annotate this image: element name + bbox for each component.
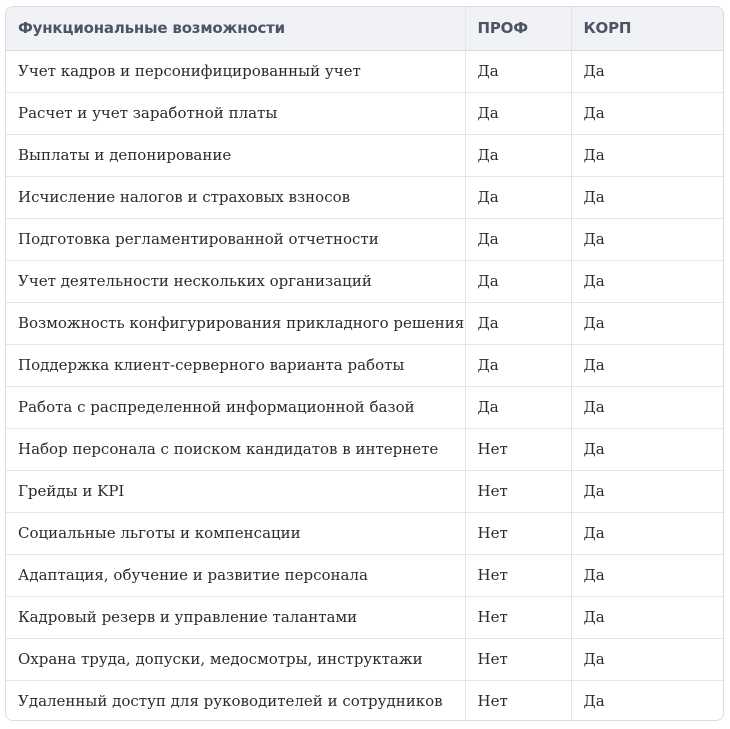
- feature-cell: Выплаты и депонирование: [6, 134, 465, 176]
- corp-cell: Да: [571, 134, 723, 176]
- feature-cell: Учет деятельности нескольких организаций: [6, 260, 465, 302]
- feature-cell: Удаленный доступ для руководителей и сотрудников: [6, 680, 465, 721]
- prof-cell: Нет: [465, 554, 571, 596]
- prof-cell: Да: [465, 134, 571, 176]
- table-row: [6, 50, 723, 92]
- table-header: [6, 7, 723, 50]
- table-row: [6, 638, 723, 680]
- table-row: [6, 596, 723, 638]
- feature-cell: Социальные льготы и компенсации: [6, 512, 465, 554]
- prof-cell: Да: [465, 302, 571, 344]
- feature-comparison-table-container: [5, 6, 724, 721]
- corp-cell: Да: [571, 50, 723, 92]
- prof-cell: Нет: [465, 638, 571, 680]
- corp-cell: Да: [571, 176, 723, 218]
- prof-cell: Нет: [465, 680, 571, 721]
- header-prof: ПРОФ: [465, 7, 571, 50]
- corp-cell: Да: [571, 260, 723, 302]
- table-row: [6, 680, 723, 721]
- feature-cell: Подготовка регламентированной отчетности: [6, 218, 465, 260]
- corp-cell: Да: [571, 92, 723, 134]
- feature-cell: Адаптация, обучение и развитие персонала: [6, 554, 465, 596]
- table-row: [6, 260, 723, 302]
- table-row: [6, 512, 723, 554]
- feature-cell: Кадровый резерв и управление талантами: [6, 596, 465, 638]
- feature-cell: Возможность конфигурирования прикладного решения: [6, 302, 465, 344]
- header-features: Функциональные возможности: [6, 7, 465, 50]
- corp-cell: Да: [571, 680, 723, 721]
- corp-cell: Да: [571, 302, 723, 344]
- corp-cell: Да: [571, 344, 723, 386]
- feature-comparison-table: [6, 7, 723, 721]
- prof-cell: Да: [465, 218, 571, 260]
- feature-cell: Работа с распределенной информационной базой: [6, 386, 465, 428]
- table-row: [6, 92, 723, 134]
- table-body: [6, 50, 723, 721]
- prof-cell: Нет: [465, 470, 571, 512]
- prof-cell: Да: [465, 176, 571, 218]
- feature-cell: Исчисление налогов и страховых взносов: [6, 176, 465, 218]
- header-corp: КОРП: [571, 7, 723, 50]
- corp-cell: Да: [571, 428, 723, 470]
- feature-cell: Расчет и учет заработной платы: [6, 92, 465, 134]
- table-row: [6, 386, 723, 428]
- prof-cell: Да: [465, 50, 571, 92]
- table-row: [6, 554, 723, 596]
- corp-cell: Да: [571, 512, 723, 554]
- feature-cell: Грейды и KPI: [6, 470, 465, 512]
- prof-cell: Нет: [465, 428, 571, 470]
- corp-cell: Да: [571, 554, 723, 596]
- prof-cell: Да: [465, 260, 571, 302]
- feature-cell: Охрана труда, допуски, медосмотры, инструктажи: [6, 638, 465, 680]
- corp-cell: Да: [571, 218, 723, 260]
- feature-cell: Поддержка клиент-серверного варианта работы: [6, 344, 465, 386]
- prof-cell: Нет: [465, 512, 571, 554]
- corp-cell: Да: [571, 596, 723, 638]
- corp-cell: Да: [571, 470, 723, 512]
- table-row: [6, 428, 723, 470]
- prof-cell: Да: [465, 344, 571, 386]
- prof-cell: Нет: [465, 596, 571, 638]
- prof-cell: Да: [465, 92, 571, 134]
- corp-cell: Да: [571, 638, 723, 680]
- table-row: [6, 218, 723, 260]
- header-row: [6, 7, 723, 50]
- table-row: [6, 344, 723, 386]
- table-row: [6, 302, 723, 344]
- table-row: [6, 134, 723, 176]
- corp-cell: Да: [571, 386, 723, 428]
- prof-cell: Да: [465, 386, 571, 428]
- table-row: [6, 176, 723, 218]
- feature-cell: Набор персонала с поиском кандидатов в интернете: [6, 428, 465, 470]
- table-row: [6, 470, 723, 512]
- feature-cell: Учет кадров и персонифицированный учет: [18, 62, 361, 80]
